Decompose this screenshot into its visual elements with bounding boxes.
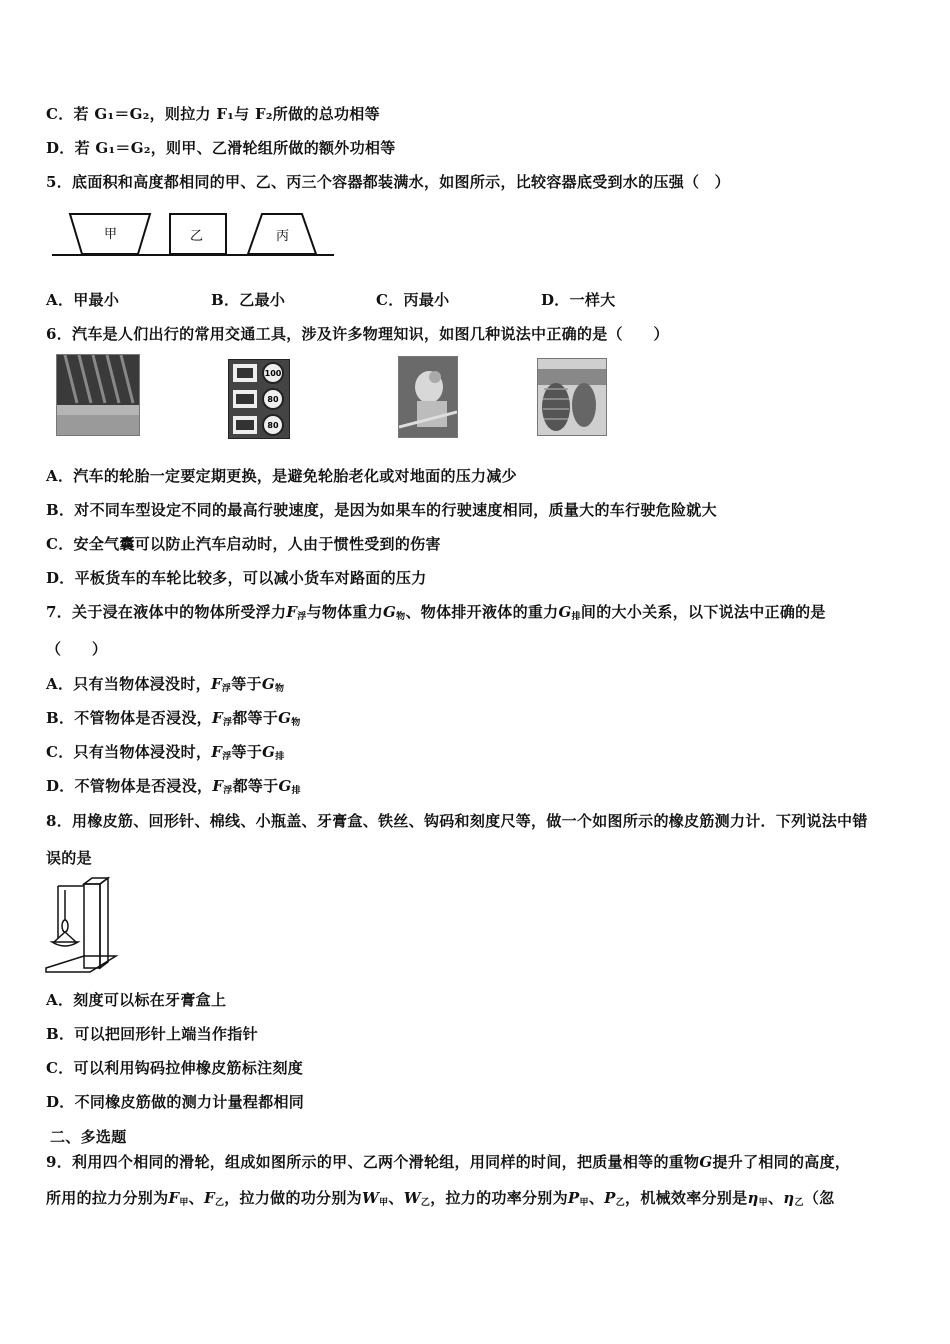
q5-option-d[interactable]: D．一样大 (541, 291, 616, 309)
q5-option-c[interactable]: C．丙最小 (376, 291, 450, 309)
q8-stem-line2: 误的是 (46, 849, 92, 867)
q6-option-d[interactable]: D．平板货车的车轮比较多，可以减小货车对路面的压力 (46, 569, 427, 587)
q8-option-c[interactable]: C．可以利用钩码拉伸橡皮筋标注刻度 (46, 1059, 304, 1077)
speed-limit-80-b: 80 (267, 421, 279, 430)
speed-signs (229, 360, 289, 438)
q5-option-a[interactable]: A．甲最小 (46, 291, 120, 309)
speed-limit-80-a: 80 (267, 395, 279, 404)
tire-photo (56, 354, 140, 436)
q8-option-d[interactable]: D．不同橡皮筋做的测力计量程都相同 (46, 1093, 305, 1111)
q8-option-a[interactable]: A．刻度可以标在牙膏盒上 (46, 991, 227, 1009)
truck-photo (537, 358, 607, 436)
q8-option-b[interactable]: B．可以把回形针上端当作指针 (46, 1025, 258, 1043)
paper-clip (62, 920, 68, 932)
container-label-bing: 丙 (276, 229, 290, 244)
q7-option-c[interactable]: C．只有当物体浸没时，$F_浮$等于$G_排$ (46, 743, 285, 762)
truck-image (538, 359, 606, 435)
speed-limit-100: 100 (264, 369, 282, 378)
section-heading: 二、多选题 (50, 1128, 127, 1146)
q6-option-a[interactable]: A．汽车的轮胎一定要定期更换，是避免轮胎老化或对地面的压力减少 (46, 467, 517, 485)
tire-image (57, 355, 139, 435)
q9-stem-line1: 9．利用四个相同的滑轮，组成如图所示的甲、乙两个滑轮组，用同样的时间，把质量相等的重物G提升了相同的高度， (46, 1153, 851, 1171)
q8-stem-line1: 8．用橡皮筋、回形针、棉线、小瓶盖、牙膏盒、铁丝、钩码和刻度尺等，做一个如图所示的橡皮筋测力计．下列说法中错 (46, 812, 868, 830)
q6-stem: 6．汽车是人们出行的常用交通工具，涉及许多物理知识，如图几种说法中正确的是（ ） (46, 325, 669, 343)
prev-option-c: C．若 G₁＝G₂，则拉力 F₁与 F₂所做的总功相等 (46, 105, 380, 123)
container-label-yi: 乙 (190, 229, 204, 244)
prev-option-d: D．若 G₁＝G₂，则甲、乙滑轮组所做的额外功相等 (46, 139, 396, 157)
rubber-band-meter-figure (44, 876, 120, 976)
q7-stem: 7．关于浸在液体中的物体所受浮力$F_浮$与物体重力$G_物$、物体排开液体的重力$G_排$间的大小关系，以下说法中正确的是 (46, 603, 826, 622)
q7-option-b[interactable]: B．不管物体是否浸没，$F_浮$都等于$G_物$ (46, 709, 301, 728)
container-label-jia: 甲 (104, 227, 118, 242)
q5-option-b[interactable]: B．乙最小 (211, 291, 286, 309)
airbag-image (399, 357, 457, 437)
q5-stem: 5．底面积和高度都相同的甲、乙、丙三个容器都装满水，如图所示，比较容器底受到水的压强（ ） (46, 173, 730, 191)
bottle-cap (52, 942, 78, 946)
q7-answer-bracket: （ ） (46, 640, 108, 658)
q7-option-d[interactable]: D．不管物体是否浸没，$F_浮$都等于$G_排$ (46, 777, 301, 796)
q9-stem-line2: 所用的拉力分别为$F_甲$、$F_乙$，拉力做的功分别为$W_甲$、$W_乙$，拉力的功率分别为$P_甲$、$P_乙$，机械效率分别是$\eta_甲$、$\eta_乙$（忽 (46, 1189, 835, 1208)
q6-option-b[interactable]: B．对不同车型设定不同的最高行驶速度，是因为如果车的行驶速度相同，质量大的车行驶危险就大 (46, 501, 717, 519)
q6-option-c[interactable]: C．安全气囊可以防止汽车启动时，人由于惯性受到的伤害 (46, 535, 441, 553)
airbag-photo (398, 356, 458, 438)
q5-container-figure (50, 210, 340, 262)
q5-options (46, 289, 616, 310)
q7-option-a[interactable]: A．只有当物体浸没时，$F_浮$等于$G_物$ (46, 675, 285, 694)
speed-sign-panel (228, 359, 290, 439)
